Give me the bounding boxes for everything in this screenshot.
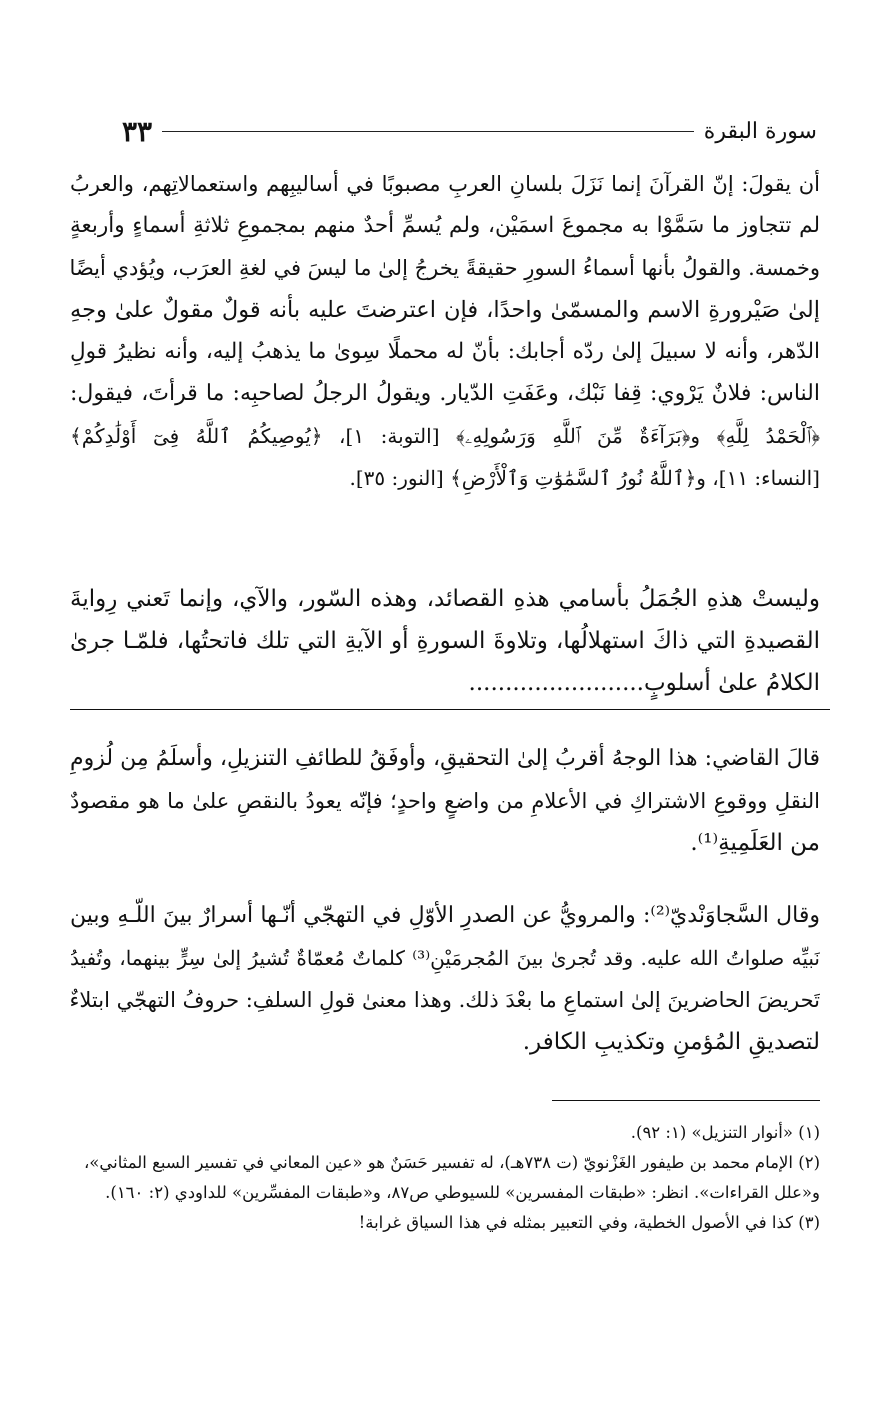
- text-line: الدّهر، وأنه لا سبيلَ إلىٰ ردّه أجابك: بأنّ له محملًا سِوىٰ ما يذهبُ إليه، وأنه نظيرُ قولِ: [70, 339, 820, 364]
- quran-quote-line: [النساء: ١١]، و﴿ٱللَّهُ نُورُ ٱلسَّمَٰوَٰتِ وَٱلْأَرْضِ﴾ [النور: ٣٥].: [349, 466, 820, 490]
- footnotes: [70, 1118, 820, 1238]
- text-line: من العَلَمِيةِ⁽¹⁾.: [690, 830, 820, 856]
- page-number: ٣٣: [122, 114, 153, 148]
- text-line: نَبيِّه صلواتُ الله عليه. وقد تُجرىٰ بينَ المُجرمَيْنِ⁽³⁾ كلماتٌ مُعمّاةٌ تُشيرُ إلىٰ سِرٍّ بينهما، وتُفيدُ: [70, 946, 820, 970]
- text-line: وقال السَّجاوَنْديّ⁽²⁾: والمرويُّ عن الصدرِ الأوّلِ في التهجّي أنّـها أسرارٌ بينَ اللّـهِ وبين: [70, 903, 820, 928]
- commentary-paragraph-2: [70, 895, 820, 1063]
- commentary-separator: [70, 709, 830, 710]
- text-line: وليستْ هذهِ الجُمَلُ بأسامي هذهِ القصائد، وهذه السّور، والآي، وإنما تَعني رِوايةَ: [70, 586, 820, 612]
- footnote-2: (٢) الإمام محمد بن طيفور الغَزْنويّ (ت ٧٣٨هـ)، له تفسير حَسَنٌ هو «عين المعاني في تفسير السبع المثاني»،: [83, 1153, 820, 1172]
- footnote-3: (٣) كذا في الأصول الخطية، وفي التعبير بمثله في هذا السياق غرابة!: [358, 1213, 820, 1232]
- text-line: القصيدةِ التي ذاكَ استهلالُها، وتلاوةَ السورةِ أو الآيةِ التي تلك فاتحتُها، فلمّـا جرىٰ: [70, 628, 820, 654]
- text-line: قالَ القاضي: هذا الوجهُ أقربُ إلىٰ التحقيقِ، وأوفَقُ للطائفِ التنزيلِ، وأسلَمُ مِن لُزومِ: [70, 746, 820, 771]
- text-line: إلىٰ صَيْرورةِ الاسم والمسمّىٰ واحدًا، فإن اعترضتَ عليه بأنه قولٌ مقولٌ علىٰ وجهِ: [70, 297, 820, 323]
- surah-title: سورة البقرة: [703, 118, 817, 144]
- text-line: لم تتجاوز ما سَمَّوْا به مجموعَ اسمَيْن، ولم يُسمِّ أحدٌ منهم بمجموعِ ثلاثةِ أسماءٍ وأربعةٍ: [70, 213, 820, 238]
- footnote-1: (١) «أنوار التنزيل» (١: ٩٢).: [630, 1123, 820, 1142]
- main-paragraph-2: [70, 578, 820, 704]
- main-paragraph-1: [70, 163, 820, 499]
- text-line: أن يقولَ: إنّ القرآنَ إنما نَزَلَ بلسانِ العربِ مصبوبًا في أساليبِهم واستعمالاتِهم، والعربُ: [70, 172, 820, 196]
- footnote-2-continued: و«علل القراءات». انظر: «طبقات المفسرين» للسيوطي ص٨٧، و«طبقات المفسِّرين» للداودي (٢: ١٦٠).: [105, 1183, 820, 1202]
- commentary-paragraph-1: [70, 738, 820, 864]
- text-line: تَحريضَ الحاضرينَ إلىٰ استماعِ ما بعْدَ ذلك. وهذا معنىٰ قولِ السلفِ: حروفُ التهجّي ابتلاءٌ: [70, 988, 820, 1012]
- text-line: وخمسة. والقولُ بأنها أسماءُ السورِ حقيقةً يخرجُ إلىٰ ما ليسَ في لغةِ العرَب، ويُؤدي أيضًا: [70, 256, 820, 280]
- text-line: لتصديقِ المُؤمنِ وتكذيبِ الكافر.: [522, 1029, 820, 1055]
- text-line: الكلامُ علىٰ أسلوبٍ........................: [468, 670, 820, 696]
- footnote-separator: [552, 1100, 820, 1101]
- running-header: [122, 116, 817, 146]
- text-line: الناس: فلانٌ يَرْوي: قِفا نَبْك، وعَفَتِ الدّيار. ويقولُ الرجلُ لصاحبِه: ما قرأتَ، فيقول:: [70, 381, 820, 406]
- header-rule: [162, 131, 694, 132]
- quran-quote-line: ﴿ٱلْحَمْدُ لِلَّهِ﴾ و﴿بَرَآءَةٌ مِّنَ ٱللَّهِ وَرَسُولِهِۦ﴾ [التوبة: ١]، ﴿يُوصِيكُمُ ٱللَّهُ فِىٓ أَوْلَٰدِكُمْ﴾: [70, 424, 820, 448]
- text-line: النقلِ ووقوعِ الاشتراكِ في الأعلامِ من واضعٍ واحدٍ؛ فإنّه يعودُ بالنقصِ علىٰ ما هو مقصودٌ: [70, 789, 820, 813]
